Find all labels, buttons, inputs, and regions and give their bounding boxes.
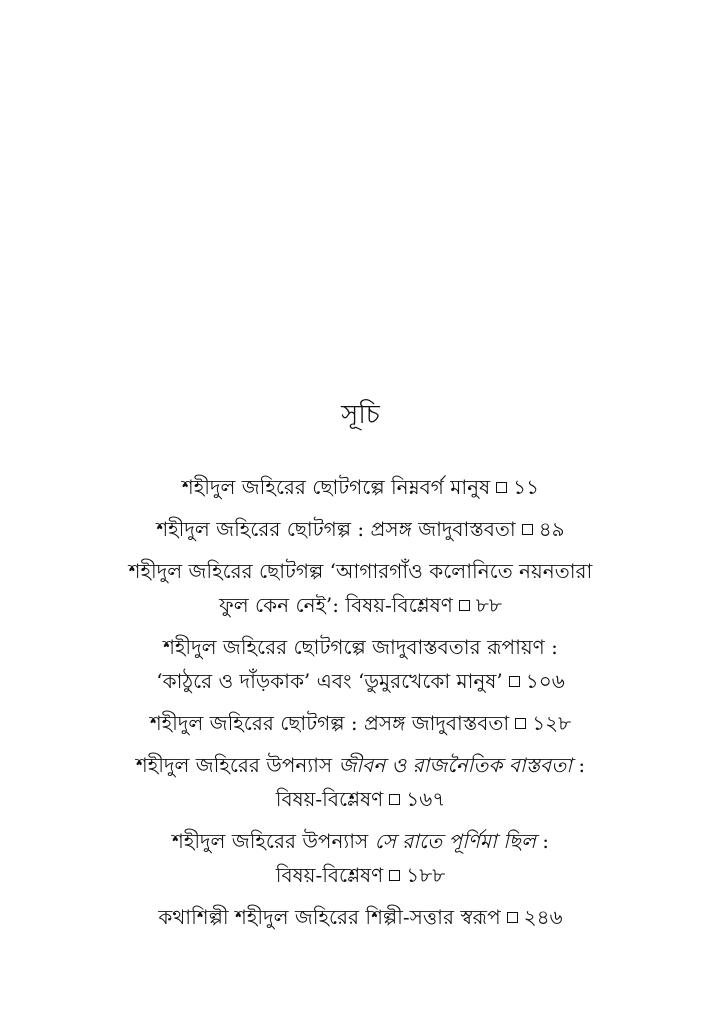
entry-title-suffix: : (535, 829, 550, 853)
page-number: ৪৯ (538, 517, 565, 541)
page-marker-icon (522, 524, 533, 535)
page-number: ২৪৬ (523, 905, 563, 929)
entry-title-prefix: শহীদুল জহিরের উপন্যাস (171, 829, 375, 853)
entry-title-suffix: : (572, 753, 586, 777)
entry-title-text: ‘কাঠুরে ও দাঁড়কাক’ এবং ‘ডুমুরখেকো মানুষ’ (156, 669, 503, 693)
table-of-contents (60, 470, 661, 934)
entry-title: শহীদুল জহিরের ছোটগল্প : প্রসঙ্গ জাদুবাস্তবতা (156, 517, 516, 541)
entry-title-line-1 (60, 748, 661, 782)
toc-entry (60, 706, 661, 740)
page-number: ১২৮ (532, 711, 572, 735)
entry-title-line-2 (60, 858, 661, 892)
entry-title-prefix: শহীদুল জহিরের উপন্যাস (135, 753, 339, 777)
entry-title: কথাশিল্পী শহীদুল জহিরের শিল্পী-সত্তার স্বরূপ (158, 905, 501, 929)
toc-entry (60, 554, 661, 622)
entry-title: শহীদুল জহিরের ছোটগল্পে নিম্নবর্গ মানুষ (181, 475, 491, 499)
page-number: ৮৮ (475, 593, 502, 617)
page-marker-icon (389, 794, 400, 805)
toc-entry (60, 900, 661, 934)
entry-title-line-2 (60, 664, 661, 698)
page-title: সূচি (341, 400, 380, 430)
entry-title: শহীদুল জহিরের ছোটগল্প : প্রসঙ্গ জাদুবাস্তবতা (149, 711, 510, 735)
entry-title-text: বিষয়-বিশ্লেষণ (275, 863, 384, 887)
page-number: ১৬৭ (406, 787, 446, 811)
toc-entry (60, 470, 661, 504)
toc-entry (60, 748, 661, 816)
page-number: ১৮৮ (406, 863, 446, 887)
toc-entry (60, 512, 661, 546)
toc-entry (60, 630, 661, 698)
page-marker-icon (389, 870, 400, 881)
entry-title-text: বিষয়-বিশ্লেষণ (275, 787, 384, 811)
entry-title-text: ফুল কেন নেই’: বিষয়-বিশ্লেষণ (219, 593, 453, 617)
page-marker-icon (459, 600, 470, 611)
page-marker-icon (509, 676, 520, 687)
page-number: ১১ (513, 475, 540, 499)
entry-title-line-2 (60, 588, 661, 622)
toc-entry (60, 824, 661, 892)
entry-title-line-2 (60, 782, 661, 816)
entry-title-line-1 (60, 824, 661, 858)
page-number: ১০৬ (525, 669, 565, 693)
page-marker-icon (515, 718, 526, 729)
entry-title-line-1: শহীদুল জহিরের ছোটগল্প ‘আগারগাঁও কলোনিতে নয়নতারা (128, 559, 593, 583)
page-marker-icon (496, 482, 507, 493)
entry-title-line-1: শহীদুল জহিরের ছোটগল্পে জাদুবাস্তবতার রূপায়ণ : (163, 635, 558, 659)
page-marker-icon (507, 912, 518, 923)
novel-title: জীবন ও রাজনৈতিক বাস্তবতা (338, 753, 572, 777)
novel-title: সে রাতে পূর্ণিমা ছিল (374, 829, 536, 853)
